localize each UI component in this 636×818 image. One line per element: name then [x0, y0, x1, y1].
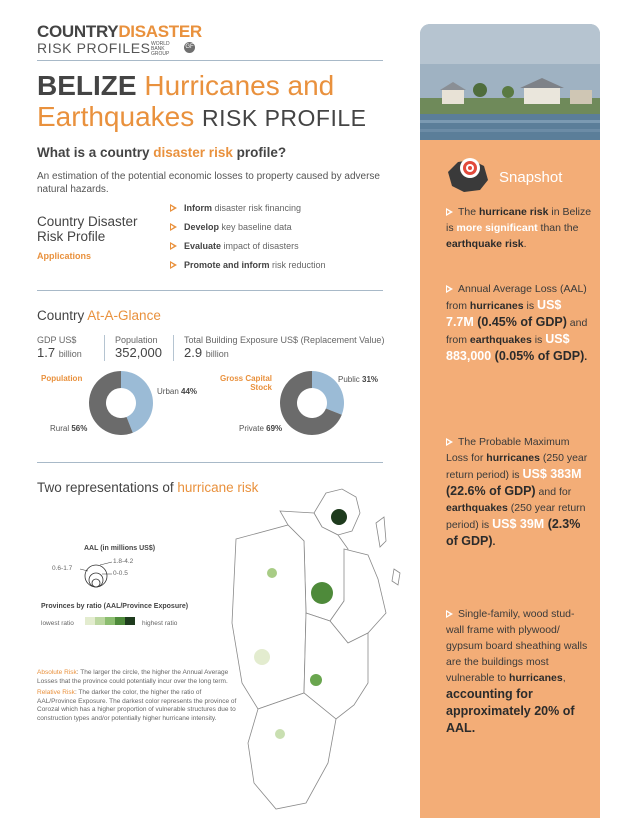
triangle-icon	[170, 242, 177, 250]
snap-text: in Belize is	[446, 206, 592, 234]
aal-legend-circles	[78, 557, 118, 589]
aal-range-mid: 0.6-1.7	[52, 565, 73, 572]
map-circle-toledo	[275, 729, 285, 739]
item-text: disaster risk financing	[214, 203, 302, 213]
list-item	[170, 203, 326, 222]
ratio-color-scale	[85, 617, 135, 625]
snap-text: Annual Average Loss (AAL) from	[446, 283, 587, 312]
snap-bold: hurricanes	[509, 672, 563, 684]
question-highlight: disaster risk	[153, 145, 233, 160]
snap-highlight: US$ 7.7M	[446, 298, 562, 329]
snap-text: (250 year return period) is	[446, 502, 586, 531]
item-text: key baseline data	[221, 222, 292, 232]
pie-title-capital: Gross Capital Stock	[219, 374, 272, 392]
snap-bold: (22.6% of GDP)	[446, 484, 536, 498]
snap-text: is	[531, 334, 546, 346]
pie-label-urban	[157, 387, 197, 396]
absolute-risk-note	[37, 669, 237, 686]
snap-text: and from	[446, 317, 588, 346]
snap-text: Single-family, wood stud-wall frame with plywood/ gypsum board sheathing walls are the buildings most vulnerable to	[446, 608, 588, 684]
map-island	[376, 517, 386, 547]
slice-pct: 69%	[266, 424, 283, 433]
population-donut-chart	[88, 370, 154, 436]
slice-label: Public	[338, 375, 360, 384]
snap-bold: (0.05% of GDP)	[491, 349, 585, 363]
ratio-lowest-label: lowest ratio	[41, 620, 74, 627]
snap-text: .	[584, 351, 588, 363]
snapshot-title: Snapshot	[499, 169, 563, 186]
title-hazards: Hurricanes and Earthquakes	[37, 70, 335, 132]
legend-circle-medium	[89, 573, 103, 587]
snap-text: .	[492, 536, 496, 548]
pie-label-private	[239, 424, 282, 433]
section-question	[37, 145, 286, 160]
list-item	[170, 241, 326, 260]
glance-title-b: At-A-Glance	[87, 308, 161, 323]
question-suffix: profile?	[236, 145, 287, 160]
snap-highlight: US$ 383M	[522, 467, 582, 481]
relative-risk-text: : The darker the color, the higher the ratio of AAL/Province Exposure. The darkest color represents the province of Corozal which has a higher proportion of vulnerable structures due to construction types and/or potentially higher hurricane intensity.	[37, 689, 237, 722]
snap-bold: hurricanes	[469, 300, 524, 312]
belize-province-map	[218, 483, 413, 813]
triangle-icon	[446, 438, 453, 446]
ratio-swatch-2	[105, 617, 115, 625]
map-circle-stann-creek-west	[254, 649, 270, 665]
snap-bold: hurricanes	[486, 452, 540, 464]
belize-coast-image	[420, 24, 600, 140]
ratio-legend-title: Provinces by ratio (AAL/Province Exposure)	[41, 603, 189, 610]
divider	[37, 290, 383, 291]
relative-risk-label: Relative Risk	[37, 689, 75, 696]
relative-risk-note	[37, 689, 237, 723]
pie-label-rural	[50, 424, 87, 433]
snapshot-point-1	[446, 204, 592, 252]
divider	[37, 462, 383, 463]
aal-range-low: 0-0.5	[113, 570, 128, 577]
item-text: risk reduction	[272, 260, 326, 270]
stat-separator	[104, 335, 105, 361]
triangle-icon	[170, 261, 177, 269]
snap-bold: (0.45% of GDP)	[473, 315, 567, 329]
stat-label: Population	[115, 335, 158, 345]
snap-text: than the	[537, 222, 579, 234]
title-country: BELIZE	[37, 70, 137, 101]
map-circle-belize	[311, 582, 333, 604]
page-title	[37, 70, 382, 134]
snap-text: and for	[535, 486, 572, 498]
triangle-icon	[446, 610, 453, 618]
map-province-cayo	[232, 525, 306, 709]
item-bold: Inform	[184, 203, 212, 213]
absolute-risk-label: Absolute Risk	[37, 669, 77, 676]
snap-text: The	[458, 206, 480, 218]
legend-circle-large	[85, 565, 107, 587]
description: An estimation of the potential economic losses to property caused by adverse natural hazards.	[37, 171, 380, 195]
applications-label: Applications	[37, 251, 92, 261]
aal-legend-title: AAL (in millions US$)	[84, 545, 156, 552]
snap-bold: earthquake risk	[446, 238, 524, 250]
triangle-icon	[170, 223, 177, 231]
target-map-icon	[444, 152, 494, 194]
legend-circle-small	[92, 579, 100, 587]
question-prefix: What is a country	[37, 145, 150, 160]
item-text: impact of disasters	[223, 241, 299, 251]
world-bank-label: WORLD BANK GROUP	[151, 41, 170, 57]
stat-value: 1.7	[37, 345, 56, 360]
divider	[37, 60, 383, 61]
stat-label: Total Building Exposure US$ (Replacement Value)	[184, 335, 385, 345]
hurricane-title-b: hurricane risk	[177, 480, 259, 495]
snap-bold: hurricane risk	[479, 206, 549, 218]
pie-title-population: Population	[41, 374, 83, 383]
triangle-icon	[446, 285, 453, 293]
stat-value: 352,000	[115, 345, 162, 360]
snap-text: ,	[562, 672, 566, 684]
snapshot-point-3	[446, 434, 592, 550]
ratio-swatch-3	[115, 617, 125, 625]
ratio-highest-label: highest ratio	[142, 620, 178, 627]
list-item	[170, 260, 326, 279]
stat-label: GDP US$	[37, 335, 77, 345]
title-suffix: RISK PROFILE	[202, 105, 367, 131]
hurricane-title-a: Two representations of	[37, 480, 174, 495]
absolute-risk-text: : The larger the circle, the higher the Annual Average Losses that the province could potentially incur over the long term.	[37, 669, 229, 685]
stat-exposure	[184, 335, 384, 360]
risk-explanation	[37, 669, 237, 723]
snap-text: .	[523, 238, 527, 250]
coastline-photo	[420, 24, 600, 140]
glance-title-a: Country	[37, 308, 85, 323]
ratio-swatch-1	[95, 617, 105, 625]
map-province-toledo	[248, 693, 336, 809]
capital-stock-donut-chart	[279, 370, 345, 436]
triangle-icon	[446, 208, 453, 216]
map-circle-cayo	[267, 568, 277, 578]
stat-population	[115, 335, 162, 360]
logo-country: COUNTRY	[37, 22, 119, 41]
snap-bold: earthquakes	[446, 502, 508, 514]
applications-list	[170, 203, 326, 279]
pie-label-public	[338, 375, 378, 384]
slice-pct: 56%	[71, 424, 88, 433]
map-circle-corozal	[331, 509, 347, 525]
snap-highlight: more significant	[456, 222, 538, 234]
stat-value: 2.9	[184, 345, 203, 360]
snap-highlight: US$ 883,000	[446, 332, 570, 363]
ratio-swatch-0	[85, 617, 95, 625]
snap-highlight: US$ 39M	[492, 517, 545, 531]
item-bold: Promote and inform	[184, 260, 270, 270]
logo-title	[37, 22, 202, 42]
slice-label: Rural	[50, 424, 70, 433]
glance-title	[37, 308, 161, 323]
map-island	[392, 569, 400, 585]
snap-text: is	[523, 300, 538, 312]
gfdrr-logo-icon: GF	[184, 42, 195, 53]
applications-heading: Country Disaster Risk Profile	[37, 214, 138, 244]
stat-unit: billion	[205, 349, 229, 359]
item-bold: Develop	[184, 222, 220, 232]
snap-text: (250 year return period) is	[446, 452, 588, 481]
slice-pct: 44%	[181, 387, 198, 396]
snap-bold: earthquakes	[469, 334, 532, 346]
logo-subtitle: RISK PROFILES	[37, 40, 151, 56]
item-bold: Evaluate	[184, 241, 222, 251]
snapshot-point-2	[446, 281, 592, 365]
stat-separator	[173, 335, 174, 361]
ratio-swatch-4	[125, 617, 135, 625]
stat-unit: billion	[58, 349, 82, 359]
list-item	[170, 222, 326, 241]
snapshot-point-4	[446, 606, 592, 737]
snap-bold: (2.3% of GDP)	[446, 517, 581, 548]
slice-pct: 31%	[362, 375, 379, 384]
aal-range-high: 1.8-4.2	[113, 558, 134, 565]
stat-gdp	[37, 335, 82, 360]
snap-bold: accounting for approximately 20% of AAL.	[446, 687, 575, 735]
logo-disaster: DISASTER	[118, 22, 202, 41]
slice-label: Private	[239, 424, 264, 433]
triangle-icon	[170, 204, 177, 212]
slice-label: Urban	[157, 387, 179, 396]
map-circle-stann-creek	[310, 674, 322, 686]
snap-text: The Probable Maximum Loss for	[446, 436, 570, 464]
